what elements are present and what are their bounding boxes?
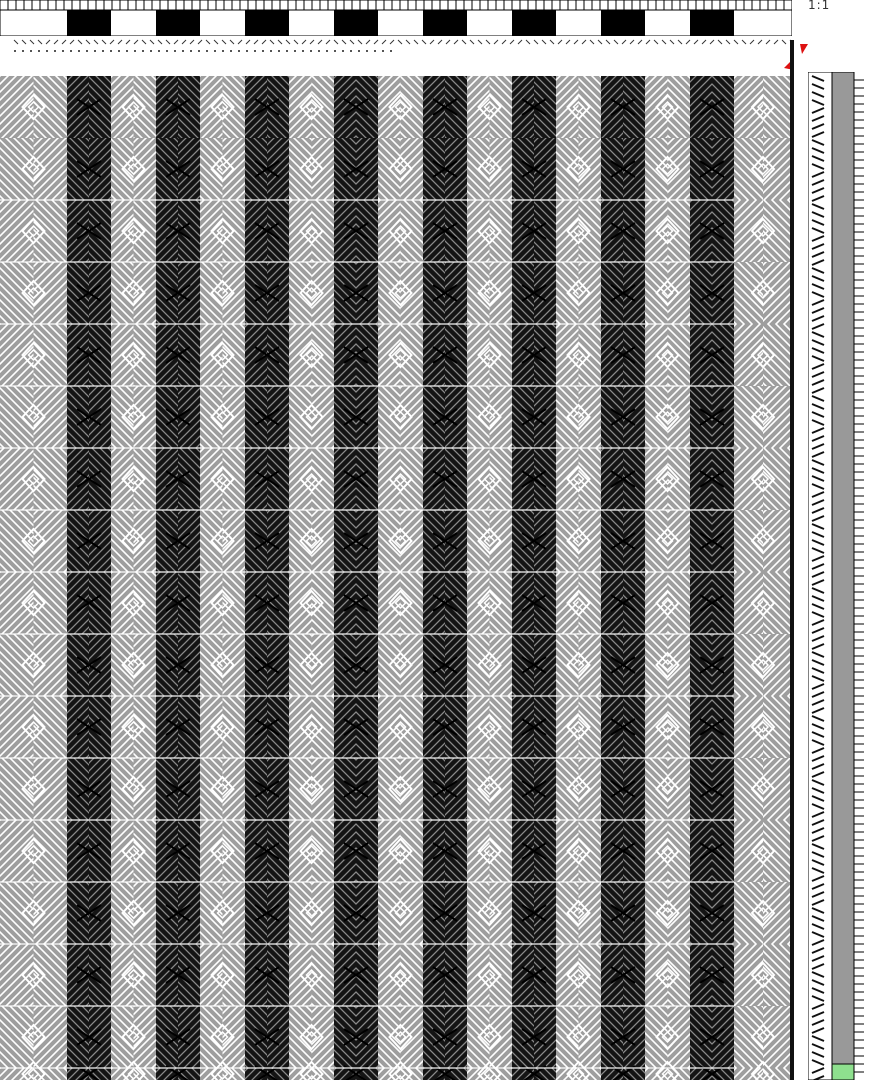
light-warp-stripe (200, 76, 245, 1080)
dark-warp-stripe (423, 76, 467, 1080)
light-warp-stripe (645, 76, 690, 1080)
light-warp-stripe (734, 76, 792, 1080)
corner-markers (780, 40, 810, 74)
threading-strip[interactable] (0, 36, 792, 58)
dark-warp-stripe (245, 76, 289, 1080)
zoom-ratio-label: 1:1 (808, 0, 831, 12)
warp-color-bar[interactable] (0, 0, 792, 36)
weft-color-column[interactable] (832, 72, 873, 1080)
light-warp-stripe (111, 76, 156, 1080)
threading-marks[interactable] (14, 40, 792, 52)
warp-color-band[interactable] (0, 10, 792, 36)
light-warp-stripe (556, 76, 601, 1080)
light-warp-stripe (378, 76, 423, 1080)
weave-drawdown[interactable] (0, 76, 792, 1080)
red-triangle-icon[interactable] (800, 44, 808, 54)
light-warp-stripe (0, 76, 67, 1080)
dark-warp-stripe (690, 76, 734, 1080)
drawdown-divider (790, 40, 794, 1080)
light-warp-stripe (467, 76, 512, 1080)
dark-warp-stripe (601, 76, 645, 1080)
light-warp-stripe (289, 76, 334, 1080)
dark-warp-stripe (512, 76, 556, 1080)
cloth-simulation[interactable] (0, 76, 792, 1080)
dark-warp-stripe (334, 76, 378, 1080)
dark-warp-stripe (67, 76, 111, 1080)
treadling-column[interactable] (808, 72, 832, 1080)
dark-warp-stripe (156, 76, 200, 1080)
weft-color-bar[interactable] (832, 72, 854, 1080)
